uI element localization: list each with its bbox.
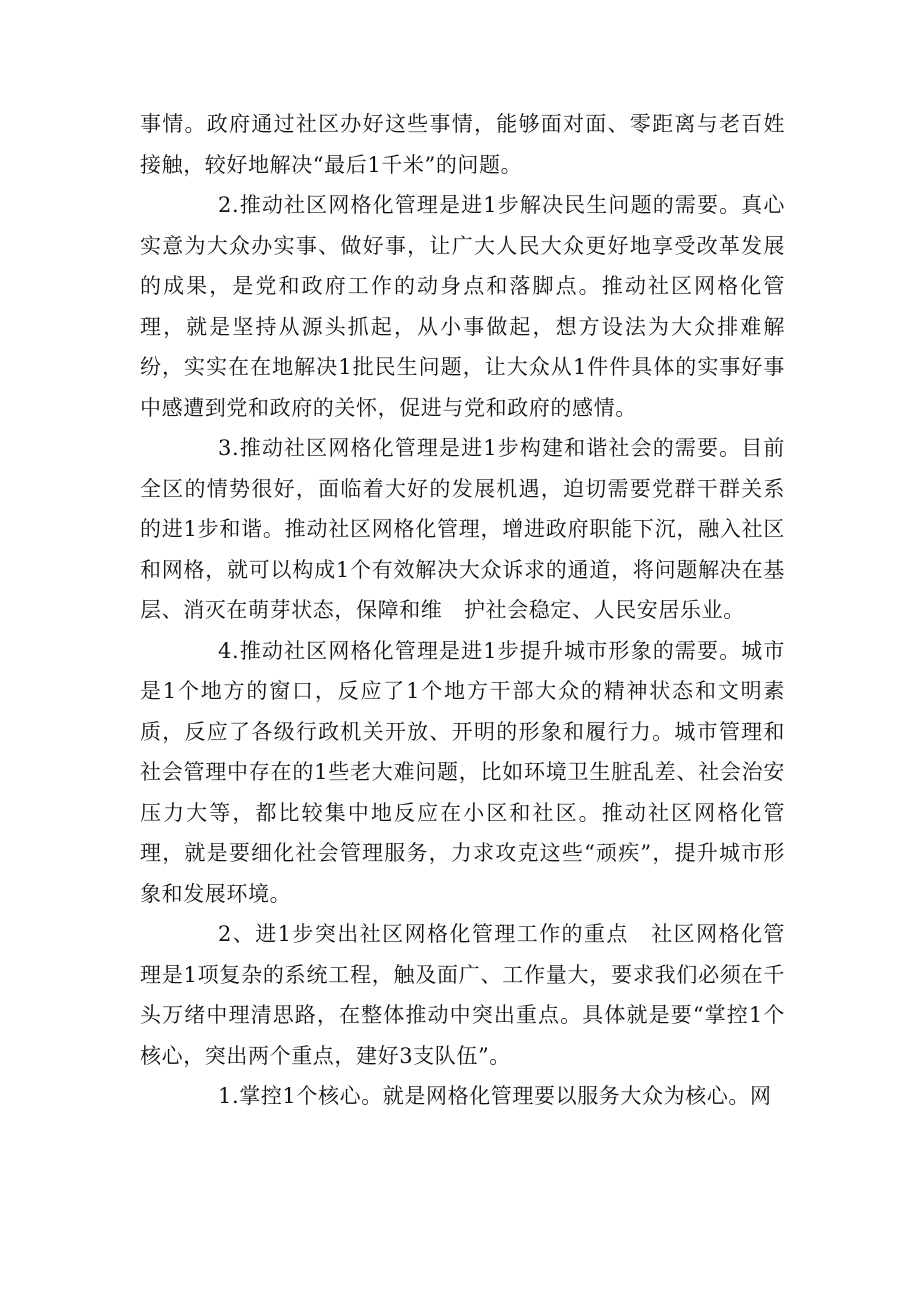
paragraph-city-image: 4.推动社区网格化管理是进1步提升城市形象的需要。城市是1个地方的窗口，反应了1个地方干部大众的精神状态和文明素质，反应了各级行政机关开放、开明的形象和履行力。城市管理和社会管理中存在的1些老大难问题，比如环境卫生脏乱差、社会治安压力大等，都比较集中地反应在小区和社区。推动社区网格化管理，就是要细化社会管理服务，力求攻克这些“顽疾”，提升城市形象和发展环境。 (140, 638, 785, 906)
document-body (140, 104, 785, 1117)
paragraph-harmony: 3.推动社区网格化管理是进1步构建和谐社会的需要。目前全区的情势很好，面临着大好的发展机遇，迫切需要党群干群关系的进1步和谐。推动社区网格化管理，增进政府职能下沉，融入社区和网格，就可以构成1个有效解决大众诉求的通道，将问题解决在基层、消灭在萌芽状态，保障和维 护社会稳定、人民安居乐业。 (140, 436, 785, 622)
paragraph-core: 1.掌控1个核心。就是网格化管理要以服务大众为核心。网 (218, 1084, 772, 1108)
paragraph-livelihood: 2.推动社区网格化管理是进1步解决民生问题的需要。真心实意为大众办实事、做好事，让广大人民大众更好地享受改革发展的成果，是党和政府工作的动身点和落脚点。推动社区网格化管理，就是坚持从源头抓起，从小事做起，想方设法为大众排难解纷，实实在在地解决1批民生问题，让大众从1件件具体的实事好事中感遭到党和政府的关怀，促进与党和政府的感情。 (140, 193, 785, 420)
paragraph-key-points: 2、进1步突出社区网格化管理工作的重点 社区网格化管理是1项复杂的系统工程，触及面广、工作量大，要求我们必须在千头万绪中理清思路，在整体推动中突出重点。具体就是要“掌控1个核心，突出两个重点，建好3支队伍”。 (140, 922, 785, 1068)
paragraph-continuation: 事情。政府通过社区办好这些事情，能够面对面、零距离与老百姓接触，较好地解决“最后1千米”的问题。 (140, 112, 785, 177)
